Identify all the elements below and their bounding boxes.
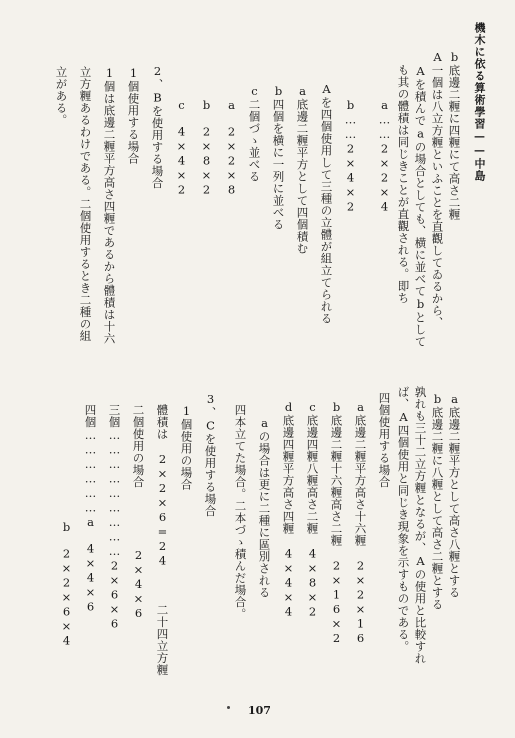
text-column: 1個使用する場合: [126, 66, 141, 165]
text-column: 1個使用の場合: [179, 404, 194, 491]
text-column: ば、A四個使用と同じき現象を示すものである。: [396, 386, 411, 653]
text-column: 體積は 2×2×6=24 二十四立方糎: [155, 404, 170, 676]
text-column: b 2×8×2: [199, 98, 214, 197]
text-column: c底邊四糎八糎高さ二糎 4×8×2: [305, 400, 320, 619]
text-column: a底邊二糎平方高さ十六糎 2×2×16: [353, 400, 368, 646]
text-column: a底邊二糎平方として四個積む: [295, 84, 310, 255]
text-column: Aを四個使用して三種の立體が組立てられる: [319, 82, 334, 325]
text-column: d底邊四糎平方高さ四糎 4×4×4: [281, 400, 296, 619]
text-column: aの場合は更に二種に區別される: [257, 416, 272, 599]
page-number: 107: [248, 704, 271, 717]
text-column: A一個は八立方糎といふことを直觀してゐるから、: [430, 50, 445, 329]
text-column: b……2×4×2: [343, 98, 358, 214]
text-column: 孰れも三十二立方糎となるが、Aの使用と比較すれ: [413, 386, 428, 665]
text-column: 三個………………………2×6×6: [107, 404, 122, 631]
running-header: 機木に依る算術學習——中島: [473, 22, 486, 182]
text-column: a 2×2×8: [224, 98, 239, 197]
ink-speck: [227, 706, 230, 709]
section-heading: 3、Cを使用する場合: [203, 392, 218, 517]
text-column: 四個………………a 4×4×6: [83, 404, 98, 614]
text-column: a底邊二糎平方として高さ八糎とする: [447, 392, 462, 599]
section-heading: 2、Bを使用する場合: [150, 64, 165, 189]
text-column: 立がある。: [54, 66, 69, 126]
text-column: 1個は底邊二糎平方高さ四糎であるから體積は十六: [102, 66, 117, 345]
text-column: b底邊二糎十六糎高さ二糎 2×16×2: [329, 400, 344, 646]
text-column: 二個使用の場合 2×4×6: [131, 404, 146, 621]
text-column: 四個使用する場合: [377, 392, 392, 488]
text-column: a……2×2×4: [377, 98, 392, 214]
text-column: b底邊二糎に四糎にて高さ二糎: [447, 50, 462, 221]
text-column: Aを積んでaの場合としても、横に並べてbとして: [413, 64, 428, 348]
text-column: 四本立てた場合。二本づゝ積んだ場合。: [233, 404, 248, 620]
text-column: b底邊二糎に八糎として高さ二糎とする: [430, 392, 445, 611]
text-column: 立方糎あるわけである。二個使用するとき二種の組: [78, 66, 93, 342]
text-column: c二個づゝ並べる: [247, 84, 262, 183]
text-column: c 4×4×2: [174, 98, 189, 197]
text-column: も其の體積は同じきことが直觀される。即ち: [396, 64, 411, 304]
text-column: b四個を横に一列に並べる: [271, 84, 286, 231]
text-column: b 2×2×6×4: [59, 520, 74, 648]
